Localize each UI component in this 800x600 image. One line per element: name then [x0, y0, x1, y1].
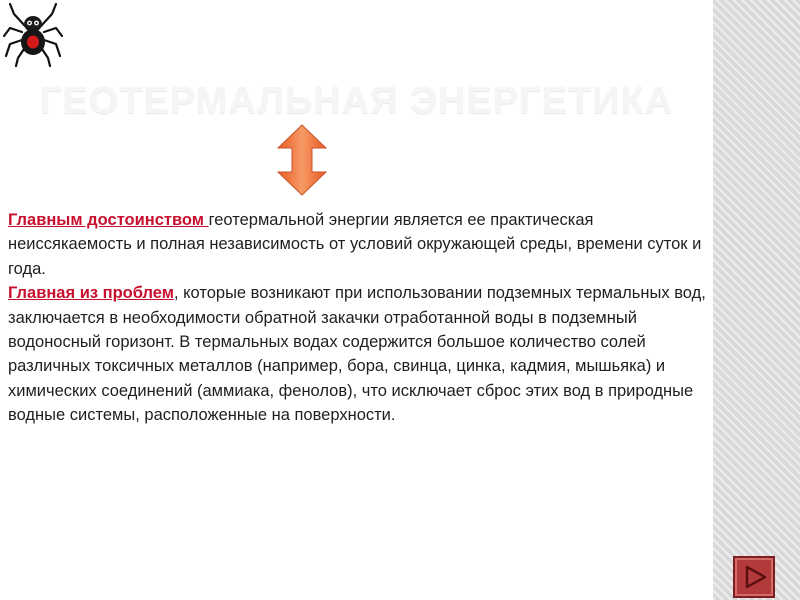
next-slide-button[interactable] [733, 556, 775, 598]
problem-text: , которые возникают при использовании подземных термальных вод, заключается в необходимости обратной закачки отработанной воды в подземный водоносный горизонт. В термальных водах содержится большое количество солей различных токсичных металлов (например, бора, свинца, цинка, кадмия, мышьяка) и химических соединений (аммиака, фенолов), что исключает сброс этих вод в природные водные системы, расположенные на поверхности. [8, 284, 706, 425]
next-slide-arrow-icon [743, 565, 767, 589]
advantage-highlight: Главным достоинством [8, 211, 209, 229]
main-text-block [8, 208, 708, 428]
spider-icon [2, 2, 64, 68]
slide-title: ГЕОТЕРМАЛЬНАЯ ЭНЕРГЕТИКА [39, 80, 674, 122]
problem-highlight: Главная из проблем [8, 284, 174, 303]
advantage-text: геотермальной энергии является ее практическая неиссякаемость и полная независимость от условий окружающей среды, времени суток и года. [8, 211, 702, 278]
up-down-arrow-icon [276, 124, 328, 196]
side-decor-band [713, 0, 800, 600]
